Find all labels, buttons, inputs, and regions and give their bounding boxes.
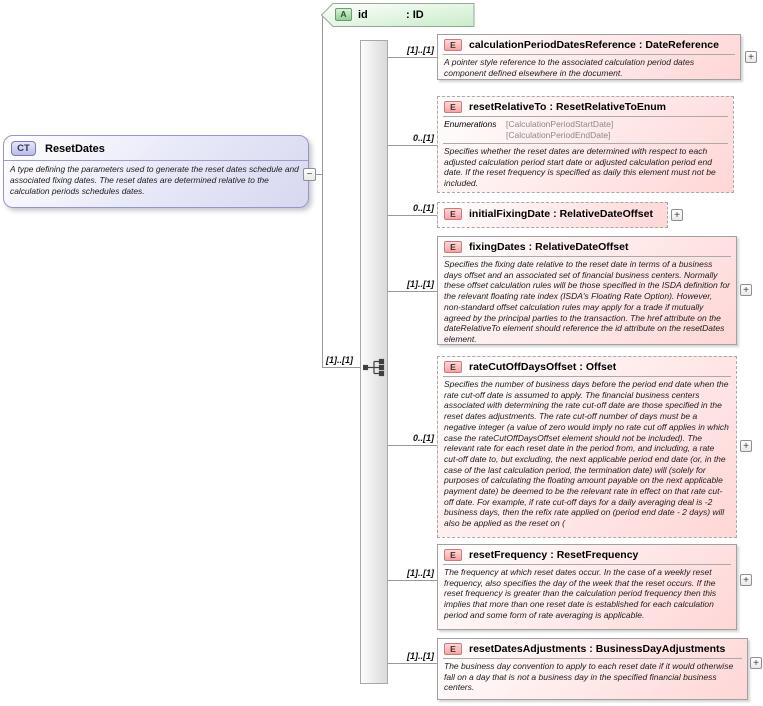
cardinality-element-4: 0..[1] <box>412 433 434 443</box>
enumerations-label: Enumerations <box>444 119 497 129</box>
attribute-id[interactable] <box>321 3 475 28</box>
connector-element-5 <box>388 580 437 581</box>
enumerations-row <box>438 117 733 143</box>
expand-toggle-6[interactable]: + <box>750 657 762 669</box>
connector-element-6 <box>388 663 437 664</box>
element-initialFixingDate[interactable] <box>437 202 668 228</box>
connector-root-vertical <box>322 15 323 368</box>
attribute-name: id <box>358 8 368 21</box>
connector-element-0 <box>388 57 437 58</box>
element-resetDatesAdjustments[interactable] <box>437 638 748 700</box>
element-fixingDates[interactable] <box>437 236 737 345</box>
enumerations-values: [CalculationPeriodStartDate] [CalculationPeriodEndDate] <box>506 119 614 140</box>
element-title: resetRelativeTo : ResetRelativeToEnum <box>469 101 667 113</box>
cardinality-element-1: 0..[1] <box>412 133 434 143</box>
cardinality-element-3: [1]..[1] <box>407 279 434 289</box>
attribute-type: : ID <box>406 8 424 21</box>
connector-element-1 <box>388 145 437 146</box>
element-rateCutOffDaysOffset[interactable] <box>437 356 737 538</box>
element-icon: E <box>444 241 462 253</box>
element-icon: E <box>444 643 462 655</box>
connector-element-3 <box>388 291 437 292</box>
cardinality-element-0: [1]..[1] <box>407 45 434 55</box>
element-title: calculationPeriodDatesReference : DateReference <box>469 39 719 51</box>
element-icon: E <box>444 208 462 220</box>
element-resetFrequency[interactable] <box>437 544 737 630</box>
element-icon: E <box>444 101 462 113</box>
cardinality-element-6: [1]..[1] <box>407 651 434 661</box>
element-title: fixingDates : RelativeDateOffset <box>469 241 629 253</box>
element-title: resetFrequency : ResetFrequency <box>469 549 639 561</box>
element-resetRelativeTo[interactable] <box>437 96 734 193</box>
cardinality-root: [1]..[1] <box>326 355 353 365</box>
element-title: initialFixingDate : RelativeDateOffset <box>469 208 653 220</box>
element-annotation: Specifies whether the reset dates are determined with respect to each adjusted calculation period start date or adjusted calculation period end date. If the reset frequency is specified as daily this element must not be included. <box>444 146 716 189</box>
connector-root-stub <box>316 174 323 175</box>
element-title: rateCutOffDaysOffset : Offset <box>469 361 617 373</box>
element-annotation: The business day convention to apply to each reset date if it would otherwise fall on a day that is not a business day in the specified financial business centers. <box>444 661 734 693</box>
complextype-description: A type defining the parameters used to generate the reset dates schedule and associated fixing dates. The reset dates are determined relative to the calculation periods schedules dates. <box>10 164 299 196</box>
expand-toggle-5[interactable]: + <box>740 574 752 586</box>
connector-root-to-sequence <box>322 367 364 368</box>
cardinality-element-2: 0..[1] <box>412 203 434 213</box>
collapse-toggle[interactable]: − <box>303 168 316 181</box>
connector-element-2 <box>388 215 437 216</box>
complextype-icon: CT <box>11 141 36 156</box>
element-icon: E <box>444 549 462 561</box>
complextype-resetdates[interactable] <box>3 135 309 208</box>
element-annotation: Specifies the fixing date relative to the reset date in terms of a business days offset and an associated set of financial business centers. Normally these offset calculation rules will be those specified in the ISDA definition for the relevant floating rate index (ISDA's Floating Rate Option). However, non-standard offset calculation rules may apply for a trade if mutually agreed by the principal parties to the transaction. The href attribute on the dateRelativeTo element should reference the id attribute on the resetDates element. <box>444 259 731 344</box>
element-annotation: A pointer style reference to the associated calculation period dates component defined elsewhere in the document. <box>444 57 695 78</box>
element-title: resetDatesAdjustments : BusinessDayAdjustments <box>469 643 726 655</box>
expand-toggle-2[interactable]: + <box>671 209 683 221</box>
element-annotation: The frequency at which reset dates occur. In the case of a weekly reset frequency, also specifies the day of the week that the reset occurs. If the reset frequency is greater than the calculation period frequency then this implies that more than one reset date is established for each calculation period and some form of rate averaging is applicable. <box>444 567 717 620</box>
sequence-icon[interactable] <box>363 358 387 377</box>
connector-element-4 <box>388 445 437 446</box>
expand-toggle-3[interactable]: + <box>740 284 752 296</box>
attribute-icon: A <box>335 8 352 21</box>
element-annotation: Specifies the number of business days before the period end date when the rate cut-off date is assumed to apply. The financial business centers associated with determining the rate cut-off date are those specified in the reset dates adjustments. The rate cut-off number of days must be a negative integer (a value of zero would imply no rate cut off applies in which case the rateCutOffDaysOffset element should not be included). The relevant rate for each reset date in the period from, and including, a rate cut-off date to, but excluding, the next applicable period end date (or, in the case of the last calculation period, the termination date) will (solely for purposes of calculating the floating amount payable on the next applicable payment date) be deemed to be the relevant rate in effect on that rate cut-off date. For example, if rate cut-off days for a daily averaging deal is -2 business days, then the refix rate applied on (period end date - 2 days) will also be applied as the reset on ( <box>444 379 729 529</box>
element-icon: E <box>444 39 462 51</box>
element-calculationPeriodDatesReference[interactable] <box>437 34 741 80</box>
expand-toggle-4[interactable]: + <box>740 440 752 452</box>
complextype-name: ResetDates <box>45 142 105 155</box>
element-icon: E <box>444 361 462 373</box>
expand-toggle-0[interactable]: + <box>745 51 757 63</box>
cardinality-element-5: [1]..[1] <box>407 568 434 578</box>
